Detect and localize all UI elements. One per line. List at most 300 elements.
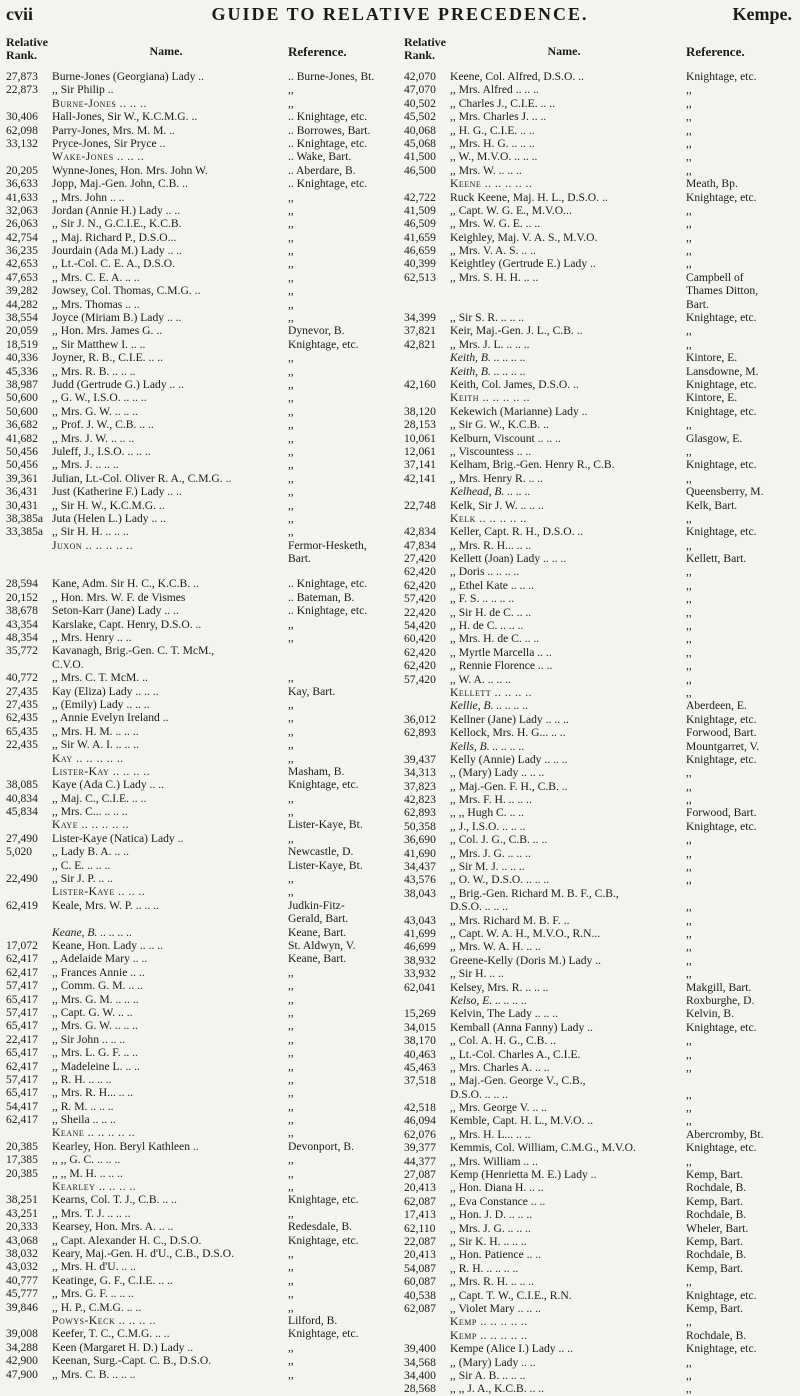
precedence-entry: [6, 1220, 394, 1233]
reference-value: ,,: [686, 685, 692, 699]
entry-name: Keith, B. .. .. .. ..: [450, 351, 526, 365]
reference-value: ,,: [686, 1315, 692, 1329]
precedence-entry: [404, 284, 792, 297]
precedence-entry: [404, 981, 792, 994]
reference-value: ,,: [686, 846, 692, 860]
entry-name: ,, F. S. .. .. .. ..: [450, 592, 515, 606]
reference-value: .. Borrowes, Bart.: [288, 123, 371, 137]
precedence-entry: [6, 124, 394, 137]
reference-value: ,,: [686, 538, 692, 552]
rank-value: 30,431: [6, 498, 38, 512]
entry-name: ,, Mrs. H. de C. .. ..: [450, 632, 540, 646]
precedence-entry: [404, 1181, 792, 1194]
reference-value: ,,: [686, 913, 692, 927]
precedence-entry: [404, 699, 792, 712]
rank-value: 54,417: [6, 1099, 38, 1113]
rank-value: 48,354: [6, 631, 38, 645]
entry-name: ,, (Mary) Lady .. ..: [450, 1355, 536, 1369]
entry-name: ,, Mrs. Richard M. B. F. ..: [450, 913, 570, 927]
reference-value: Knightage, etc.: [686, 525, 757, 539]
precedence-entry: [6, 70, 394, 83]
entry-name: Lister-Kaye .. .. ..: [52, 885, 146, 899]
precedence-entry: [6, 818, 394, 831]
precedence-entry: [404, 1074, 792, 1087]
reference-value: Knightage, etc.: [686, 1141, 757, 1155]
precedence-entry: [404, 1248, 792, 1261]
rank-value: 38,554: [6, 311, 38, 325]
precedence-entry: [404, 124, 792, 137]
reference-value: Kelvin, B.: [686, 1007, 734, 1021]
precedence-entry: [404, 1208, 792, 1221]
precedence-entry: [404, 1101, 792, 1114]
precedence-entry: [6, 805, 394, 818]
rank-value: 40,463: [404, 1047, 436, 1061]
entry-name: Karslake, Capt. Henry, D.S.O. ..: [52, 617, 202, 631]
reference-value: ,,: [686, 163, 692, 177]
entry-name: ,, Hon. Mrs. W. F. de Vismes: [52, 590, 186, 604]
rank-value: 27,435: [6, 684, 38, 698]
rank-value: 62,893: [404, 726, 436, 740]
precedence-entry: [404, 271, 792, 284]
precedence-entry: [404, 1128, 792, 1141]
reference-value: ,,: [288, 297, 294, 311]
reference-value: Abercromby, Bt.: [686, 1127, 764, 1141]
entry-name: ,, Mrs. G. W. .. .. ..: [52, 404, 138, 418]
rank-value: 38,678: [6, 604, 38, 618]
reference-value: ,,: [288, 257, 294, 271]
rank-value: 43,043: [404, 913, 436, 927]
rank-value: 36,012: [404, 712, 436, 726]
reference-value: ,,: [288, 83, 294, 97]
precedence-entry: [6, 618, 394, 631]
precedence-entry: [404, 1061, 792, 1074]
reference-value: ,,: [686, 900, 692, 914]
reference-value: Kemp, Bart.: [686, 1168, 743, 1182]
precedence-entry: [404, 137, 792, 150]
precedence-entry: [6, 1368, 394, 1381]
entry-name: ,, Lt.-Col. C. E. A., D.S.O.: [52, 257, 176, 271]
rank-value: 41,699: [404, 927, 436, 940]
entry-name: ,, Sir H. H. .. .. ..: [52, 525, 129, 539]
entry-name: ,, Mrs. H. L... .. ..: [450, 1127, 531, 1141]
entry-name: ,, Doris .. .. .. ..: [450, 565, 520, 579]
rank-value: 65,417: [6, 992, 38, 1006]
entry-name: ,, (Mary) Lady .. .. ..: [450, 766, 545, 780]
entry-name: Greene-Kelly (Doris M.) Lady ..: [450, 953, 601, 967]
rank-value: 22,435: [6, 738, 38, 752]
reference-value: Knightage, etc.: [686, 1288, 757, 1302]
rank-value: 65,417: [6, 1086, 38, 1100]
reference-value: Knightage, etc.: [686, 311, 757, 325]
precedence-entry: [6, 912, 394, 925]
precedence-entry: [404, 257, 792, 270]
rank-value: 62,417: [6, 1059, 38, 1073]
reference-value: ,,: [288, 1046, 294, 1060]
precedence-entry: [6, 150, 394, 163]
precedence-entry: [6, 644, 394, 657]
precedence-entry: [6, 311, 394, 324]
precedence-entry: [404, 485, 792, 498]
rank-value: 36,633: [6, 177, 38, 191]
rank-value: 39,846: [6, 1300, 38, 1314]
entry-name: Kelham, Brig.-Gen. Henry R., C.B.: [450, 458, 615, 472]
rank-value: 62,513: [404, 270, 436, 284]
precedence-entry: [6, 432, 394, 445]
precedence-entry: [6, 324, 394, 337]
entry-name: Kellett .. .. .. ..: [450, 685, 532, 699]
rank-value: 47,834: [404, 538, 436, 552]
reference-value: ,,: [288, 1273, 294, 1287]
entry-name: Keller, Capt. R. H., D.S.O. ..: [450, 525, 584, 539]
reference-value: Knightage, etc.: [288, 1193, 359, 1207]
reference-value: ,,: [288, 1340, 294, 1354]
precedence-entry: [404, 1329, 792, 1342]
rank-value: 20,205: [6, 163, 38, 177]
reference-value: ,,: [686, 967, 692, 981]
precedence-entry: [6, 926, 394, 939]
reference-value: ,,: [288, 631, 294, 645]
reference-value: ,,: [288, 791, 294, 805]
entry-name: ,, Lt.-Col. Charles A., C.I.E.: [450, 1047, 581, 1061]
reference-value: Thames Ditton,: [686, 284, 759, 298]
precedence-entry: [404, 97, 792, 110]
reference-value: Knightage, etc.: [288, 337, 359, 351]
precedence-entry: [6, 177, 394, 190]
precedence-entry: [404, 1021, 792, 1034]
precedence-entry: [6, 952, 394, 965]
reference-value: ,,: [288, 872, 294, 886]
precedence-entry: [6, 752, 394, 765]
reference-value: Newcastle, D.: [288, 845, 354, 859]
precedence-entry: [6, 1006, 394, 1019]
entry-name: Kellie, B. .. .. .. ..: [450, 699, 529, 713]
rank-value: 65,417: [6, 1019, 38, 1033]
entry-name: Seton-Karr (Jane) Lady .. ..: [52, 604, 179, 618]
reference-value: ,,: [686, 230, 692, 244]
rank-value: 43,032: [6, 1260, 38, 1274]
entry-name: ,, Mrs. R. B. .. .. ..: [52, 364, 136, 378]
reference-value: ,,: [288, 1113, 294, 1127]
reference-value: Meath, Bp.: [686, 177, 738, 191]
reference-value: ,,: [686, 873, 692, 887]
entry-name: Keale, Mrs. W. P. .. .. ..: [52, 898, 159, 912]
entry-name: Jowsey, Col. Thomas, C.M.G. ..: [52, 284, 201, 298]
reference-value: Knightage, etc.: [686, 70, 757, 83]
entry-name: Keightley (Gertrude E.) Lady ..: [450, 257, 596, 271]
reference-value: ,,: [686, 1060, 692, 1074]
reference-value: Kintore, E.: [686, 391, 738, 405]
reference-value: Kemp, Bart.: [686, 1301, 743, 1315]
reference-value: ,,: [288, 992, 294, 1006]
rank-value: 28,594: [6, 577, 38, 591]
entry-name: ,, Mrs. H. d'U. .. ..: [52, 1260, 136, 1274]
reference-value: ,,: [288, 511, 294, 525]
precedence-entry: [6, 298, 394, 311]
precedence-entry: [6, 391, 394, 404]
rank-value: 38,043: [404, 886, 436, 900]
precedence-entry: [6, 698, 394, 711]
precedence-entry: [6, 845, 394, 858]
reference-value: Rochdale, B.: [686, 1208, 747, 1222]
precedence-entry: [6, 1287, 394, 1300]
precedence-entry: [404, 231, 792, 244]
reference-value: Knightage, etc.: [686, 1020, 757, 1034]
precedence-entry: [404, 579, 792, 592]
rank-value: 62,417: [6, 952, 38, 966]
reference-value: ,,: [288, 1086, 294, 1100]
entry-name: Joyce (Miriam B.) Lady .. ..: [52, 311, 182, 325]
reference-value: ,,: [686, 1047, 692, 1061]
precedence-entry: [404, 83, 792, 96]
precedence-entry: [404, 472, 792, 485]
entry-name: Keith .. .. .. .. ..: [450, 391, 531, 405]
reference-value: ,,: [686, 150, 692, 164]
precedence-entry: [404, 191, 792, 204]
reference-value: ,,: [686, 860, 692, 874]
entry-name: Kemp .. .. .. .. ..: [450, 1315, 528, 1329]
reference-value: ,,: [686, 83, 692, 97]
reference-value: Kemp, Bart.: [686, 1261, 743, 1275]
entry-name: Jopp, Maj.-Gen. John, C.B. ..: [52, 177, 188, 191]
precedence-entry: [404, 940, 792, 953]
entry-name: ,, Madeleine L. .. ..: [52, 1059, 140, 1073]
precedence-entry: [404, 1235, 792, 1248]
rank-value: 36,690: [404, 833, 436, 847]
entry-name: ,, Sir Philip ..: [52, 83, 114, 97]
rank-value: 28,568: [404, 1382, 436, 1396]
precedence-entry: [404, 833, 792, 846]
precedence-entry: [6, 1314, 394, 1327]
precedence-entry: [6, 604, 394, 617]
precedence-entry: [6, 832, 394, 845]
entry-name: ,, Hon. Diana H. .. ..: [450, 1181, 544, 1195]
rank-value: 50,456: [6, 458, 38, 472]
entry-name: ,, Mrs. J. G. .. .. ..: [450, 1221, 531, 1235]
entry-name: ,, Sir S. R. .. .. ..: [450, 311, 525, 325]
entry-name: ,, Brig.-Gen. Richard M. B. F., C.B.,: [450, 886, 619, 900]
precedence-entry: [6, 552, 394, 565]
reference-value: ,,: [686, 1087, 692, 1101]
rank-value: 34,288: [6, 1340, 38, 1354]
reference-value: ,,: [686, 244, 692, 258]
rank-value: 62,435: [6, 711, 38, 725]
precedence-entry: [404, 1356, 792, 1369]
entry-name: Kempe (Alice I.) Lady .. ..: [450, 1342, 573, 1356]
entry-name: ,, Sir J. P. .. ..: [52, 872, 113, 886]
entry-name: ,, Col. J. G., C.B. .. ..: [450, 833, 548, 847]
precedence-entry: [404, 914, 792, 927]
rank-value: 62,087: [404, 1301, 436, 1315]
rank-value: 22,087: [404, 1234, 436, 1248]
rank-value: 42,141: [404, 471, 436, 485]
precedence-entry: [6, 993, 394, 1006]
precedence-entry: [404, 565, 792, 578]
reference-value: Wheler, Bart.: [686, 1221, 749, 1235]
entry-name: ,, Sir Matthew I. .. ..: [52, 337, 146, 351]
rank-value: 40,502: [404, 96, 436, 110]
rank-value: 45,463: [404, 1060, 436, 1074]
precedence-entry: [404, 244, 792, 257]
reference-value: ,,: [686, 444, 692, 458]
reference-value: Queensberry, M.: [686, 485, 764, 499]
precedence-entry: [6, 1247, 394, 1260]
rank-value: 18,519: [6, 337, 38, 351]
precedence-entry: [404, 70, 792, 83]
precedence-entry: [6, 1140, 394, 1153]
entry-name: ,, Capt. T. W., C.I.E., R.N.: [450, 1288, 572, 1302]
rank-value: 22,490: [6, 872, 38, 886]
reference-value: Gerald, Bart.: [288, 912, 349, 926]
rank-value: 39,377: [404, 1141, 436, 1155]
reference-value: ,,: [288, 1300, 294, 1314]
entry-name: Kelhead, B. .. .. ..: [450, 485, 531, 499]
name-heading: Name.: [547, 44, 581, 58]
rank-value: 37,518: [404, 1074, 436, 1088]
reference-value: Dynevor, B.: [288, 324, 345, 338]
entry-name: ,, Mrs. C. T. McM. ..: [52, 671, 148, 685]
precedence-entry: [6, 1354, 394, 1367]
reference-value: ,,: [288, 738, 294, 752]
rank-value: 50,600: [6, 391, 38, 405]
reference-value: .. Knightage, etc.: [288, 604, 368, 618]
rank-value: 20,333: [6, 1220, 38, 1234]
rank-value: 38,251: [6, 1193, 38, 1207]
rank-value: 41,682: [6, 431, 38, 445]
precedence-entry: [404, 1289, 792, 1302]
rank-value: 40,068: [404, 123, 436, 137]
right-column: [404, 34, 792, 1396]
reference-value: ,,: [288, 311, 294, 325]
precedence-entry: [404, 1034, 792, 1047]
entry-name: ,, Mrs. W. .. .. ..: [450, 163, 522, 177]
precedence-entry: [404, 204, 792, 217]
rank-value: 60,420: [404, 632, 436, 646]
reference-value: ,,: [288, 1354, 294, 1368]
rank-value: 50,600: [6, 404, 38, 418]
entry-name: ,, Sir John .. .. ..: [52, 1032, 126, 1046]
reference-value: Knightage, etc.: [686, 377, 757, 391]
reference-value: .. Aberdare, B.: [288, 163, 356, 177]
entry-name: ,, Mrs. Charles J. .. ..: [450, 110, 547, 124]
reference-value: ,,: [686, 217, 692, 231]
precedence-entry: [404, 860, 792, 873]
entry-name: ,, Mrs. Charles A. .. ..: [450, 1060, 550, 1074]
rank-heading: [6, 36, 48, 62]
entry-name: Kearley, Hon. Beryl Kathleen ..: [52, 1139, 199, 1153]
reference-value: ,,: [288, 525, 294, 539]
rank-value: 43,354: [6, 617, 38, 631]
reference-value: .. Wake, Bart.: [288, 150, 352, 164]
rank-value: 38,932: [404, 953, 436, 967]
rank-value: 44,377: [404, 1154, 436, 1168]
entry-name: Kearsey, Hon. Mrs. A. .. ..: [52, 1220, 174, 1234]
precedence-entry: [404, 686, 792, 699]
precedence-entry: [404, 338, 792, 351]
rank-value: 60,087: [404, 1275, 436, 1289]
reference-value: ,,: [288, 751, 294, 765]
reference-value: Rochdale, B.: [686, 1248, 747, 1262]
rank-value: 42,834: [404, 525, 436, 539]
precedence-entry: [6, 472, 394, 485]
precedence-entry: [6, 1113, 394, 1126]
entry-name: ,, Viscountess .. ..: [450, 444, 532, 458]
entry-name: ,, Mrs. Alfred .. .. ..: [450, 83, 539, 97]
rank-value: 40,777: [6, 1273, 38, 1287]
precedence-entry: [404, 967, 792, 980]
rank-value: 38,170: [404, 1034, 436, 1048]
rank-heading-line1: Relative: [404, 35, 446, 49]
entry-name: Julian, Lt.-Col. Oliver R. A., C.M.G. ..: [52, 471, 232, 485]
entry-name: ,, Mrs. R. H. .. .. ..: [450, 1275, 535, 1289]
reference-value: .. Knightage, etc.: [288, 136, 368, 150]
entry-name: ,, Sir H. W., K.C.M.G. ..: [52, 498, 165, 512]
entry-name: ,, Mrs. F. H. .. .. ..: [450, 793, 532, 807]
reference-value: ,,: [288, 1180, 294, 1194]
entry-name: Kellett (Joan) Lady .. .. ..: [450, 552, 567, 566]
rank-value: 36,431: [6, 485, 38, 499]
precedence-entry: [404, 432, 792, 445]
entry-name: Kemmis, Col. William, C.M.G., M.V.O.: [450, 1141, 636, 1155]
rank-value: 57,417: [6, 1005, 38, 1019]
entry-name: ,, J., I.S.O. .. .. ..: [450, 819, 526, 833]
reference-value: Forwood, Bart.: [686, 726, 757, 740]
rank-value: 42,722: [404, 190, 436, 204]
reference-value: Roxburghe, D.: [686, 993, 755, 1007]
rank-heading: [404, 36, 446, 62]
rank-value: 45,502: [404, 110, 436, 124]
entry-name: Wake-Jones .. .. ..: [52, 150, 145, 164]
rank-value: 46,094: [404, 1114, 436, 1128]
entry-name: Kelk, Sir J. W. .. .. ..: [450, 498, 544, 512]
rank-value: 36,235: [6, 244, 38, 258]
precedence-entry: [6, 1100, 394, 1113]
reference-value: ,,: [686, 619, 692, 633]
rank-value: 35,772: [6, 644, 38, 658]
rank-value: 17,385: [6, 1153, 38, 1167]
precedence-entry: [404, 1048, 792, 1061]
reference-value: ,,: [288, 351, 294, 365]
entry-name: Powys-Keck .. .. .. ..: [52, 1313, 157, 1327]
entry-name: Keene, Col. Alfred, D.S.O. ..: [450, 70, 584, 83]
precedence-entry: [6, 137, 394, 150]
precedence-entry: [6, 485, 394, 498]
rank-value: 47,070: [404, 83, 436, 97]
reference-value: Campbell of: [686, 270, 744, 284]
rank-value: 22,748: [404, 498, 436, 512]
precedence-entry: [404, 324, 792, 337]
reference-value: ,,: [686, 659, 692, 673]
entry-name: ,, H. G., C.I.E. .. ..: [450, 123, 535, 137]
entry-name: ,, Prof. J. W., C.B. .. ..: [52, 418, 154, 432]
entry-name: Kay (Eliza) Lady .. .. ..: [52, 684, 159, 698]
entry-name: ,, Mrs. J. G. .. .. ..: [450, 846, 531, 860]
rank-value: 20,385: [6, 1139, 38, 1153]
precedence-entry: [6, 512, 394, 525]
precedence-entry: [404, 954, 792, 967]
rank-value: 40,772: [6, 671, 38, 685]
rank-value: 15,269: [404, 1007, 436, 1021]
precedence-entry: [6, 231, 394, 244]
precedence-entry: [6, 1153, 394, 1166]
entry-name: ,, Mrs. John .. ..: [52, 190, 125, 204]
precedence-entry: [404, 806, 792, 819]
entry-name: ,, Maj.-Gen. George V., C.B.,: [450, 1074, 586, 1088]
entry-name: ,, ,, M. H. .. .. ..: [52, 1166, 123, 1180]
reference-value: ,,: [686, 1382, 692, 1396]
reference-value: ,,: [686, 953, 692, 967]
reference-value: ,,: [686, 1275, 692, 1289]
rank-value: 27,490: [6, 831, 38, 845]
